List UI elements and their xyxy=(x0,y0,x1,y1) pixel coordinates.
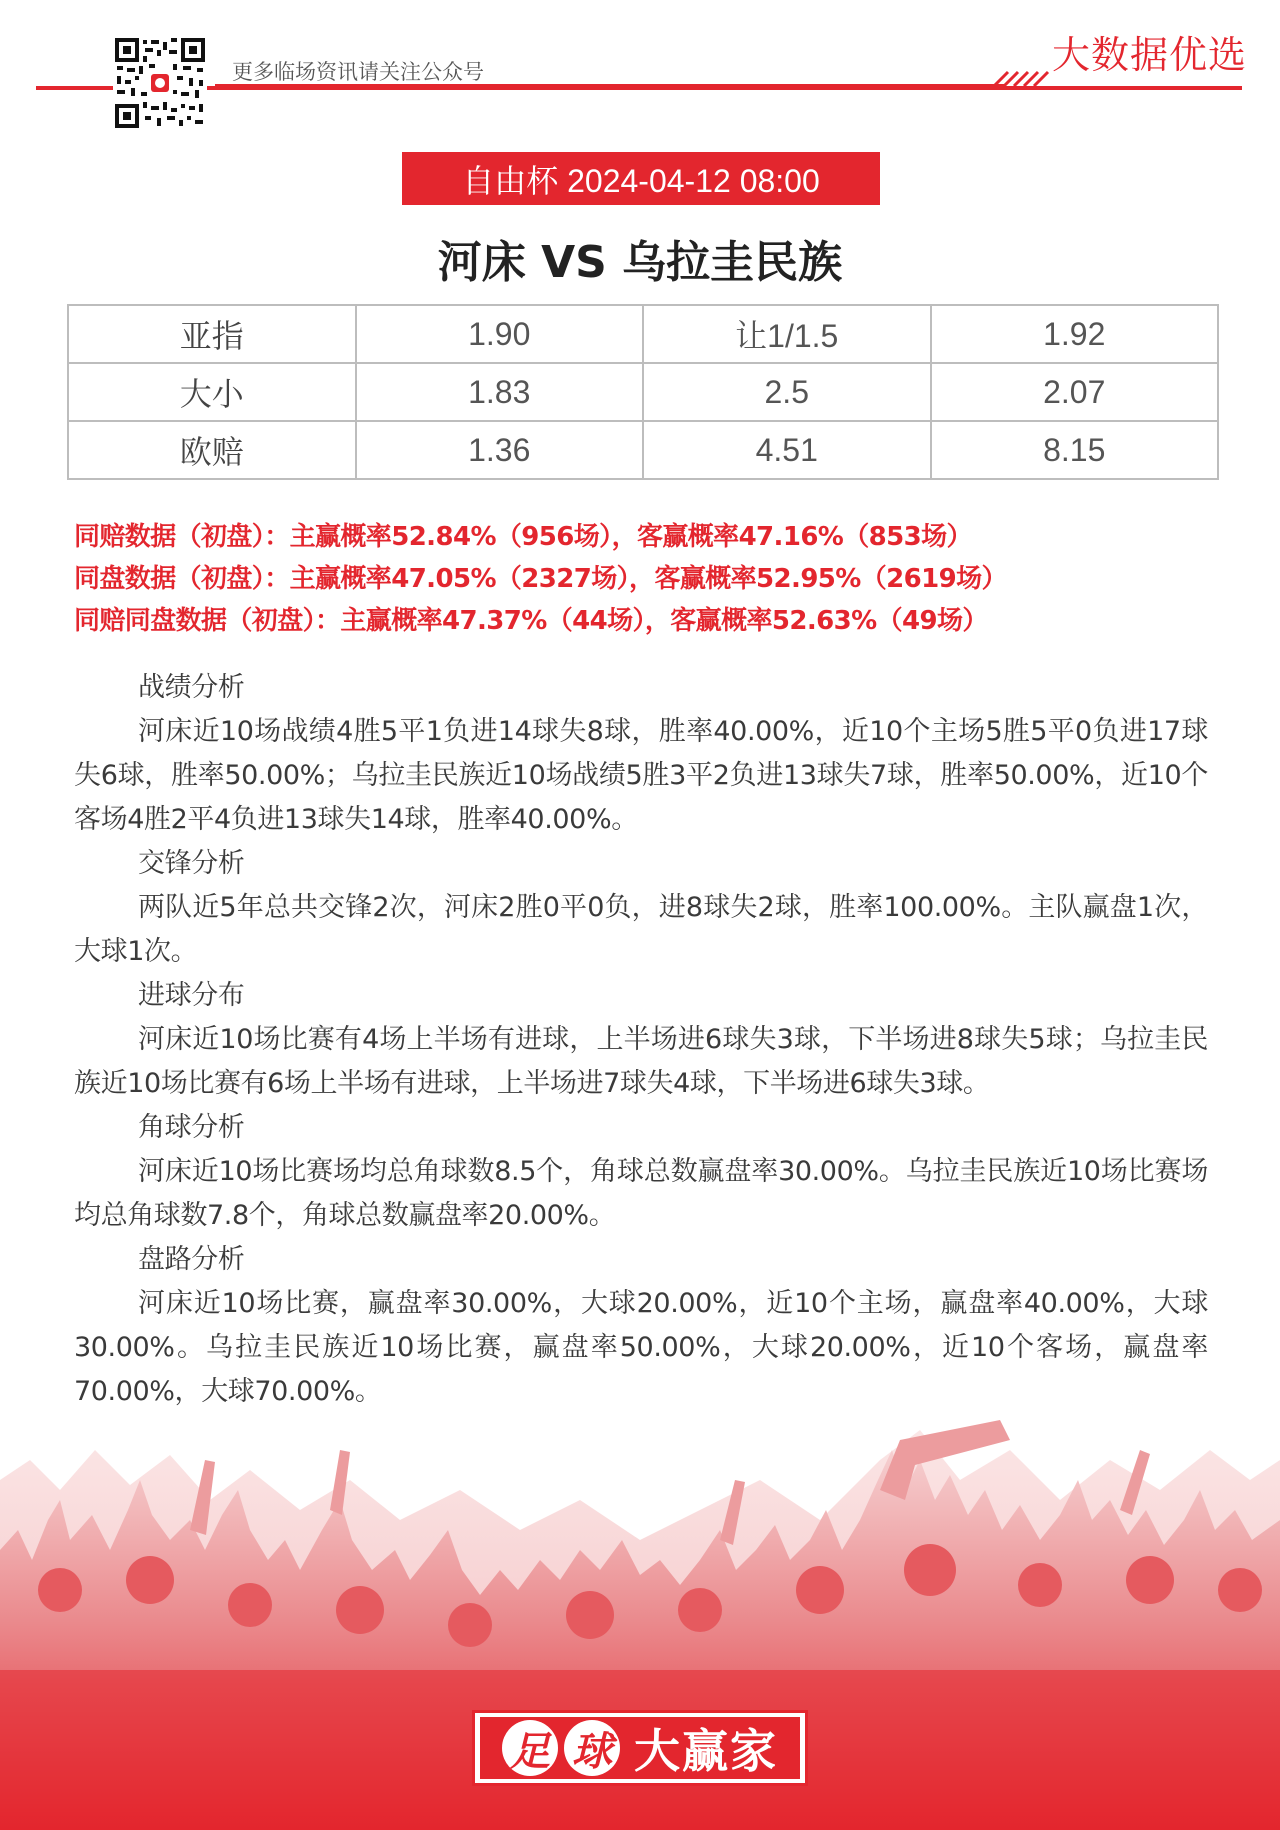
odds-cell: 4.51 xyxy=(643,421,931,479)
section-body-h2h: 两队近5年总共交锋2次，河床2胜0平0负，进8球失2球，胜率100.00%。主队赢盘1次，大球1次。 xyxy=(74,892,1208,967)
qr-code-icon xyxy=(113,36,207,130)
match-banner: 自由杯 2024-04-12 08:00 xyxy=(402,152,880,205)
odds-cell: 2.5 xyxy=(643,363,931,421)
section-title-record: 战绩分析 xyxy=(138,672,245,703)
odds-label: 亚指 xyxy=(68,305,356,363)
probability-stats xyxy=(74,516,1224,642)
section-body-corners: 河床近10场比赛场均总角球数8.5个，角球总数赢盘率30.00%。乌拉圭民族近10场比赛场均总角球数7.8个，角球总数赢盘率20.00%。 xyxy=(74,1156,1208,1231)
match-title: 河床 VS 乌拉圭民族 xyxy=(437,237,843,288)
brand-title: 大数据优选 xyxy=(1052,33,1248,77)
odds-cell: 1.83 xyxy=(356,363,644,421)
odds-cell: 2.07 xyxy=(931,363,1219,421)
stat-same-odds: 同赔数据（初盘）：主赢概率52.84%（956场），客赢概率47.16%（853场） xyxy=(74,522,972,552)
odds-label: 大小 xyxy=(68,363,356,421)
soccer-ball-icon: 球 xyxy=(564,1720,620,1776)
header-note: 更多临场资讯请关注公众号 xyxy=(232,60,484,84)
section-title-goals: 进球分布 xyxy=(138,980,245,1011)
footer-logo-text: 大赢家 xyxy=(634,1724,778,1778)
footer-logo-inner xyxy=(480,1717,800,1779)
odds-cell: 1.36 xyxy=(356,421,644,479)
section-title-h2h: 交锋分析 xyxy=(138,848,245,879)
soccer-ball-icon: 足 xyxy=(502,1720,558,1776)
odds-row-asian xyxy=(68,305,1218,363)
odds-cell: 8.15 xyxy=(931,421,1219,479)
section-title-corners: 角球分析 xyxy=(138,1112,245,1143)
odds-cell: 让1/1.5 xyxy=(643,305,931,363)
section-body-handicap: 河床近10场比赛，赢盘率30.00%，大球20.00%，近10个主场，赢盘率40.00%，大球30.00%。乌拉圭民族近10场比赛，赢盘率50.00%，大球20.00%，近10个客场，赢盘率70.00%，大球70.00%。 xyxy=(74,1288,1208,1407)
section-title-handicap: 盘路分析 xyxy=(138,1244,245,1275)
odds-table xyxy=(67,304,1219,480)
odds-row-european xyxy=(68,421,1218,479)
stat-same-odds-handicap: 同赔同盘数据（初盘）：主赢概率47.37%（44场），客赢概率52.63%（49场） xyxy=(74,606,988,636)
analysis-text xyxy=(74,666,1208,1414)
odds-row-totals xyxy=(68,363,1218,421)
section-body-record: 河床近10场战绩4胜5平1负进14球失8球，胜率40.00%，近10个主场5胜5平0负进17球失6球，胜率50.00%；乌拉圭民族近10场战绩5胜3平2负进13球失7球，胜率50.00%，近10个客场4胜2平4负进13球失14球，胜率40.00%。 xyxy=(74,716,1208,835)
odds-cell: 1.92 xyxy=(931,305,1219,363)
header-rule xyxy=(36,86,1242,90)
odds-cell: 1.90 xyxy=(356,305,644,363)
odds-label: 欧赔 xyxy=(68,421,356,479)
stat-same-handicap: 同盘数据（初盘）：主赢概率47.05%（2327场），客赢概率52.95%（2619场） xyxy=(74,564,1007,594)
section-body-goals: 河床近10场比赛有4场上半场有进球，上半场进6球失3球，下半场进8球失5球；乌拉圭民族近10场比赛有6场上半场有进球，上半场进7球失4球，下半场进6球失3球。 xyxy=(74,1024,1208,1099)
footer-logo xyxy=(472,1710,808,1786)
brand-slashes xyxy=(992,66,1052,86)
